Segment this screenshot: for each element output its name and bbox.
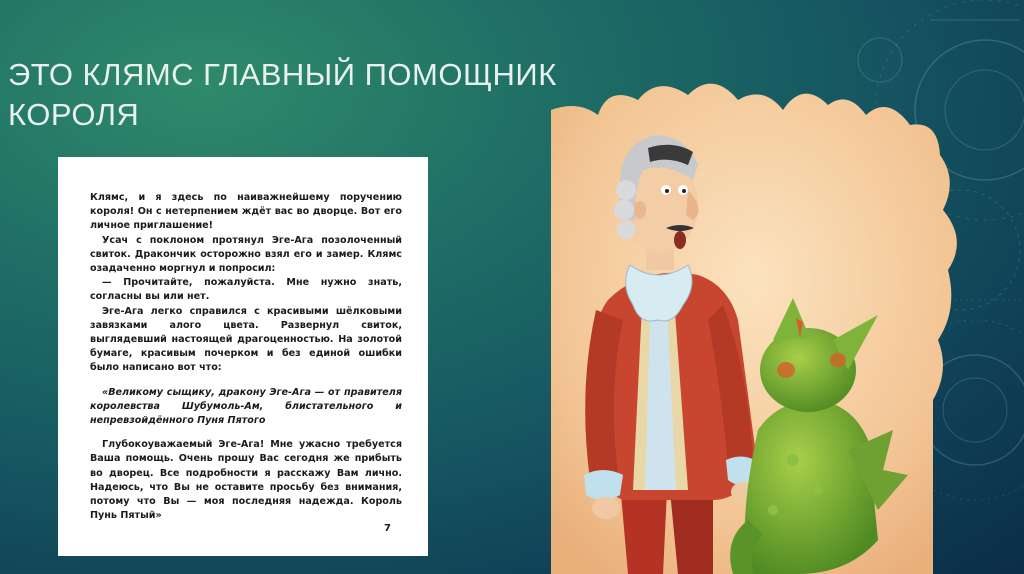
book-letter: Глубокоуважаемый Эге-Ага! Мне ужасно требуется Ваша помощь. Очень прошу Вас сегодня же прибыть во дворец. Все подробности я расскажу Вам лично. Надеюсь, что Вы не оставите просьбу без внимания, потому что Вы — моя последняя надежда. Король Пунь Пятый» — [90, 439, 402, 522]
book-page — [58, 157, 428, 556]
book-paragraph: Эге-Ага легко справился с красивыми шёлковыми завязками алого цвета. Развернул свиток, выглядевший настоящей драгоценностью. На золотой бумаге, красивым почерком и без единой ошибки было написано вот что: — [90, 305, 402, 374]
book-paragraph: Усач с поклоном протянул Эге-Ага позолоченный свиток. Дракончик осторожно взял его и замер. Клямс озадаченно моргнул и попросил: — [90, 234, 402, 275]
slide-title: ЭТО КЛЯМС ГЛАВНЫЙ ПОМОЩНИК КОРОЛЯ — [8, 56, 557, 132]
book-quote: «Великому сыщику, дракону Эге-Ага — от правителя королевства Шубумоль-Ам, блистательного и непревзойдённого Пуня Пятого — [90, 386, 402, 427]
book-paragraph: Клямс, и я здесь по наиважнейшему поручению короля! Он с нетерпением ждёт вас во дворце. Вот его личное приглашение! — [90, 192, 402, 232]
book-paragraph: — Прочитайте, пожалуйста. Мне нужно знать, согласны вы или нет. — [90, 277, 402, 303]
book-text — [90, 191, 402, 523]
clyams-and-dragon-illustration — [548, 70, 978, 574]
page-number: 7 — [384, 523, 391, 534]
